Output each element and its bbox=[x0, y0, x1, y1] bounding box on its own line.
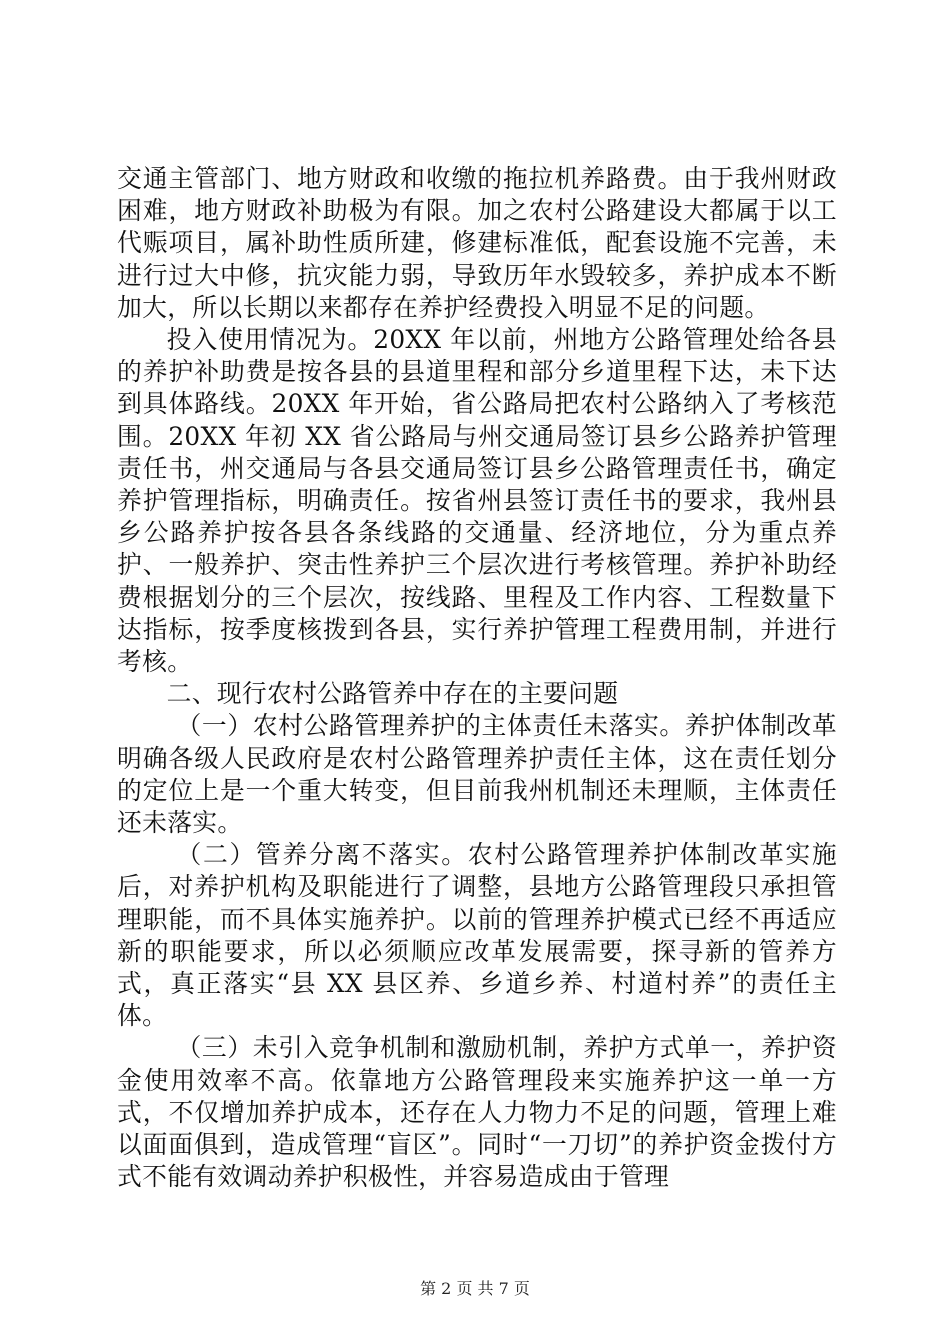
paragraph-problem-1: （一）农村公路管理养护的主体责任未落实。养护体制改革明确各级人民政府是农村公路管理养护责任主体，这在责任划分的定位上是一个重大转变，但目前我州机制还未理顺，主体责任还未落实。 bbox=[117, 711, 837, 838]
paragraph-usage-situation: 投入使用情况为。20XX 年以前，州地方公路管理处给各县的养护补助费是按各县的县道里程和部分乡道里程下达，未下达到具体路线。20XX 年开始，省公路局把农村公路纳入了考核范围。20XX 年初 XX 省公路局与州交通局签订县乡公路养护管理责任书，州交通局与各县交通局签订县乡公路管理责任书，确定养护管理指标，明确责任。按省州县签订责任书的要求，我州县乡公路养护按各县各条线路的交通量、经济地位，分为重点养护、一般养护、突击性养护三个层次进行考核管理。养护补助经费根据划分的三个层次，按线路、里程及工作内容、工程数量下达指标，按季度核拨到各县，实行养护管理工程费用制，并进行考核。 bbox=[117, 325, 837, 677]
paragraph-funding-sources: 交通主管部门、地方财政和收缴的拖拉机养路费。由于我州财政困难，地方财政补助极为有限。加之农村公路建设大都属于以工代赈项目，属补助性质所建，修建标准低，配套设施不完善，未进行过大中修，抗灾能力弱，导致历年水毁较多，养护成本不断加大，所以长期以来都存在养护经费投入明显不足的问题。 bbox=[117, 164, 837, 322]
section-heading-problems: 二、现行农村公路管养中存在的主要问题 bbox=[166, 679, 619, 709]
paragraph-problem-2: （二）管养分离不落实。农村公路管理养护体制改革实施后，对养护机构及职能进行了调整，县地方公路管理段只承担管理职能，而不具体实施养护。以前的管理养护模式已经不再适应新的职能要求，所以必须顺应改革发展需要，探寻新的管养方式，真正落实“县 XX 县区养、乡道乡养、村道村养”的责任主体。 bbox=[117, 840, 837, 1031]
page-number-footer: 第 2 页 共 7 页 bbox=[420, 1279, 530, 1298]
body-text bbox=[117, 163, 837, 1194]
paragraph-problem-3: （三）未引入竞争机制和激励机制，养护方式单一，养护资金使用效率不高。依靠地方公路管理段来实施养护这一单一方式，不仅增加养护成本，还存在人力物力不足的问题，管理上难以面面俱到，造成管理“盲区”。同时“一刀切”的养护资金拨付方式不能有效调动养护积极性，并容易造成由于管理 bbox=[117, 1033, 837, 1192]
